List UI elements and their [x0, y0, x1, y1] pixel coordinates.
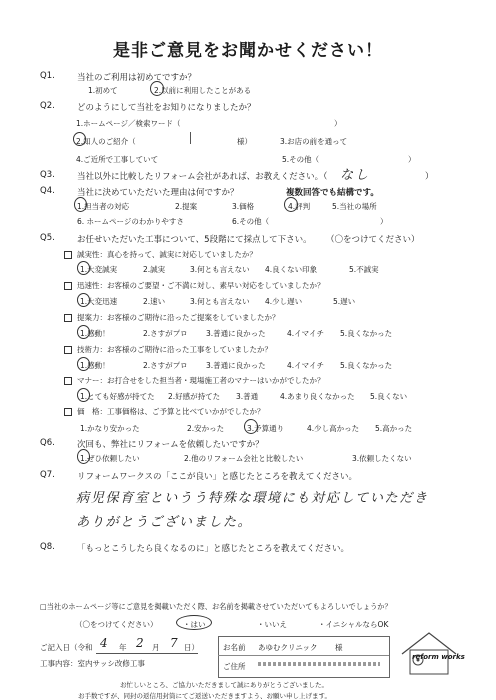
q7-answer-line1[interactable]: 病児保育室というう特殊な環境にも対応していただき	[76, 491, 429, 506]
q2-option-5-close: ）	[408, 155, 416, 164]
name-address-divider	[218, 655, 389, 656]
q3-answer[interactable]: なし	[340, 168, 371, 183]
q2-option-2[interactable]: 2.知人のご紹介（	[76, 137, 136, 146]
q5-item3-opt1[interactable]: 1.感動！	[80, 329, 110, 338]
reform-works-logo	[398, 630, 465, 678]
q5-item6-opt1[interactable]: 1.かなり安かった	[80, 424, 140, 433]
logo-text: reform works	[412, 653, 465, 661]
q4-option-other[interactable]: 6.その他（	[232, 217, 270, 226]
q5-item3-opt4[interactable]: 4.イマイチ	[287, 329, 325, 338]
q4-option-2[interactable]: 2.提案	[175, 202, 198, 211]
q5-item3-opt5[interactable]: 5.良くなかった	[340, 329, 393, 338]
q5-note: （〇をつけてください）	[326, 235, 420, 245]
consent-yes[interactable]: ・はい	[183, 620, 206, 629]
q6-option-1[interactable]: 1.ぜひ依頼したい	[80, 454, 140, 463]
name-label: お名前	[223, 643, 246, 652]
q5-item4-head: 技術力：お客様のご期待に沿った工事をしていましたか？	[77, 345, 272, 354]
q5-question: お任せいただいた工事について、5段階にて採点して下さい。	[77, 235, 312, 245]
q5-item6-opt2[interactable]: 2.安かった	[187, 424, 225, 433]
address-label: ご住所	[223, 662, 246, 671]
q5-item1-opt1[interactable]: 1.大変誠実	[80, 265, 118, 274]
q5-item2-opt5[interactable]: 5.遅い	[333, 297, 356, 306]
q5-item4-opt5[interactable]: 5.良くなかった	[340, 361, 393, 370]
q7-number: Q7.	[40, 470, 55, 480]
date-label: ご記入日（令和	[40, 643, 93, 652]
q2-option-1-close: ）	[334, 119, 342, 128]
q5-item4-opt3[interactable]: 3.普通に良かった	[206, 361, 266, 370]
q5-item1-opt4[interactable]: 4.良くない印象	[265, 265, 318, 274]
date-month[interactable]: 2	[136, 636, 146, 650]
q3-number: Q3.	[40, 170, 55, 180]
q5-item1-opt2[interactable]: 2.誠実	[143, 265, 166, 274]
q2-option-1[interactable]: 1.ホームページ／検索ワード（	[76, 119, 181, 128]
q2-selected-circle	[73, 132, 86, 146]
q5-item4-opt1[interactable]: 1.感動！	[80, 361, 110, 370]
consent-no[interactable]: ・いいえ	[257, 620, 287, 629]
q5-item4-opt2[interactable]: 2.さすがプロ	[143, 361, 188, 370]
q6-option-3[interactable]: 3.依頼したくない	[352, 454, 412, 463]
q4-selected-circle-4	[284, 197, 298, 212]
q5-item2-head: 迅速性：お客様のご要望・ご不満に対し、素早い対応をしていましたか？	[77, 281, 325, 290]
work-content: 工事内容：室内サッシ改修工事	[40, 659, 145, 668]
q5-item5-head: マナー：お打合せをした担当者・現場施工者のマナーはいかがでしたか？	[77, 376, 325, 385]
q7-question: リフォームワークスの「ここが良い」と感じたところを教えてください。	[77, 472, 357, 482]
q4-number: Q4.	[40, 186, 55, 196]
q8-number: Q8.	[40, 542, 55, 552]
consent-note: （〇をつけてください）	[75, 620, 158, 629]
q5-item2-opt2[interactable]: 2.速い	[143, 297, 166, 306]
consent-initial[interactable]: ・イニシャルならOK	[318, 620, 389, 629]
q6-number: Q6.	[40, 438, 55, 448]
consent-question: □当社のホームページ等にご意見を掲載いただく際、お名前を掲載させていただいてもよろしいでしょうか？	[40, 602, 392, 611]
q5-item5-checkbox[interactable]	[64, 377, 72, 385]
consent-selected-circle	[176, 615, 212, 630]
q4-option-1[interactable]: 1.担当者の対応	[77, 202, 130, 211]
q4-selected-circle-1	[74, 197, 87, 212]
q1-selected-circle	[150, 81, 164, 96]
q5-item2-opt1[interactable]: 1.大変迅速	[80, 297, 118, 306]
q5-item1-opt3[interactable]: 3.何とも言えない	[190, 265, 250, 274]
q6-question: 次回も、弊社にリフォームを依頼したいですか？	[77, 440, 264, 450]
q8-question: 「もっとこうしたら良くなるのに」と感じたところを教えてください。	[77, 544, 350, 554]
thanks-line-2: お手数ですが、同封の返信用封筒にてご返送いただきますよう、お願い申し上げます。	[78, 692, 331, 700]
name-suffix: 様	[335, 643, 343, 652]
q2-option-5[interactable]: 5.その他（	[282, 155, 320, 164]
q5-item1-selected	[77, 261, 90, 275]
q2-question: どのようにして当社をお知りになりましたか？	[77, 103, 256, 113]
date-day[interactable]: 7	[170, 636, 180, 650]
q5-item4-checkbox[interactable]	[64, 346, 72, 354]
q5-item5-opt3[interactable]: 3.普通	[236, 392, 259, 401]
q2-input-mark	[190, 132, 191, 144]
q6-option-2[interactable]: 2.他のリフォーム会社と比較したい	[184, 454, 304, 463]
q1-option-1[interactable]: 1.初めて	[88, 86, 118, 95]
q2-option-3[interactable]: 3.お店の前を通って	[280, 137, 348, 146]
q5-item3-checkbox[interactable]	[64, 314, 72, 322]
page-title: 是非ご意見をお聞かせください！	[113, 41, 383, 61]
thanks-line-1: お忙しいところ、ご協力いただきまして誠にありがとうございました。	[120, 681, 328, 689]
q5-item1-head: 誠実性：真心を持って、誠実に対応していましたか？	[77, 250, 257, 259]
q5-item6-checkbox[interactable]	[64, 408, 72, 416]
q5-item5-opt2[interactable]: 2.好感が持てた	[168, 392, 221, 401]
q5-item2-checkbox[interactable]	[64, 282, 72, 290]
q5-item5-opt5[interactable]: 5.良くない	[370, 392, 408, 401]
q5-item6-opt3[interactable]: 3.予算通り	[247, 424, 285, 433]
q5-item3-head: 提案力：お客様のご期待に沿ったご提案をしていましたか？	[77, 313, 280, 322]
q5-item1-opt5[interactable]: 5.不誠実	[349, 265, 379, 274]
q5-item3-selected	[77, 325, 90, 339]
q1-option-2[interactable]: 2.以前に利用したことがある	[154, 86, 252, 95]
date-underline	[96, 653, 198, 654]
q4-option-other-close: ）	[380, 217, 388, 226]
q5-item2-opt3[interactable]: 3.何とも言えない	[190, 297, 250, 306]
q5-item5-selected	[77, 388, 90, 402]
q4-option-4[interactable]: 4.評判	[288, 202, 311, 211]
date-year-unit: 年	[119, 643, 127, 652]
q1-question: 当社のご利用は初めてですか？	[77, 73, 197, 83]
q4-question: 当社に決めていただいた理由は何ですか？	[77, 188, 239, 198]
q5-item4-opt4[interactable]: 4.イマイチ	[287, 361, 325, 370]
q6-selected-circle	[77, 449, 90, 464]
q4-option-6[interactable]: 6. ホームページのわかりやすさ	[77, 217, 184, 226]
q3-close: ）	[425, 172, 434, 182]
q2-option-2-close: 様）	[237, 137, 252, 146]
q4-option-5[interactable]: 5.当社の場所	[332, 202, 377, 211]
q4-option-3[interactable]: 3.価格	[232, 202, 255, 211]
q5-item2-selected	[77, 293, 90, 307]
q5-item6-selected	[244, 419, 258, 434]
date-year[interactable]: 4	[100, 636, 110, 650]
q5-item6-opt5[interactable]: 5.高かった	[375, 424, 413, 433]
q5-item4-selected	[77, 357, 90, 371]
q5-item2-opt4[interactable]: 4.少し遅い	[265, 297, 303, 306]
q5-item3-opt2[interactable]: 2.さすがプロ	[143, 329, 188, 338]
q5-item1-checkbox[interactable]	[64, 251, 72, 259]
q2-number: Q2.	[40, 101, 55, 111]
q1-number: Q1.	[40, 71, 55, 81]
q3-question: 当社以外に比較したリフォーム会社があれば、お教えください。（	[77, 172, 328, 182]
q5-item3-opt3[interactable]: 3.普通に良かった	[206, 329, 266, 338]
q5-number: Q5.	[40, 233, 55, 243]
q5-item6-opt4[interactable]: 4.少し高かった	[307, 424, 360, 433]
date-month-unit: 月	[152, 643, 160, 652]
q2-option-4[interactable]: 4.ご近所で工事していて	[76, 155, 159, 164]
q5-item5-opt1[interactable]: 1.とても好感が持てた	[80, 392, 155, 401]
q5-item5-opt4[interactable]: 4.あまり良くなかった	[280, 392, 355, 401]
q7-answer-line2[interactable]: ありがとうございました。	[76, 515, 253, 530]
date-day-unit: 日）	[184, 643, 199, 652]
q4-note: 複数回答でも結構です。	[286, 188, 379, 198]
address-value-redacted	[258, 662, 380, 666]
name-value[interactable]: あゆむクリニック	[258, 643, 318, 652]
q5-item6-head: 価 格：工事価格は、ご予算と比べていかがでしたか？	[77, 407, 265, 416]
